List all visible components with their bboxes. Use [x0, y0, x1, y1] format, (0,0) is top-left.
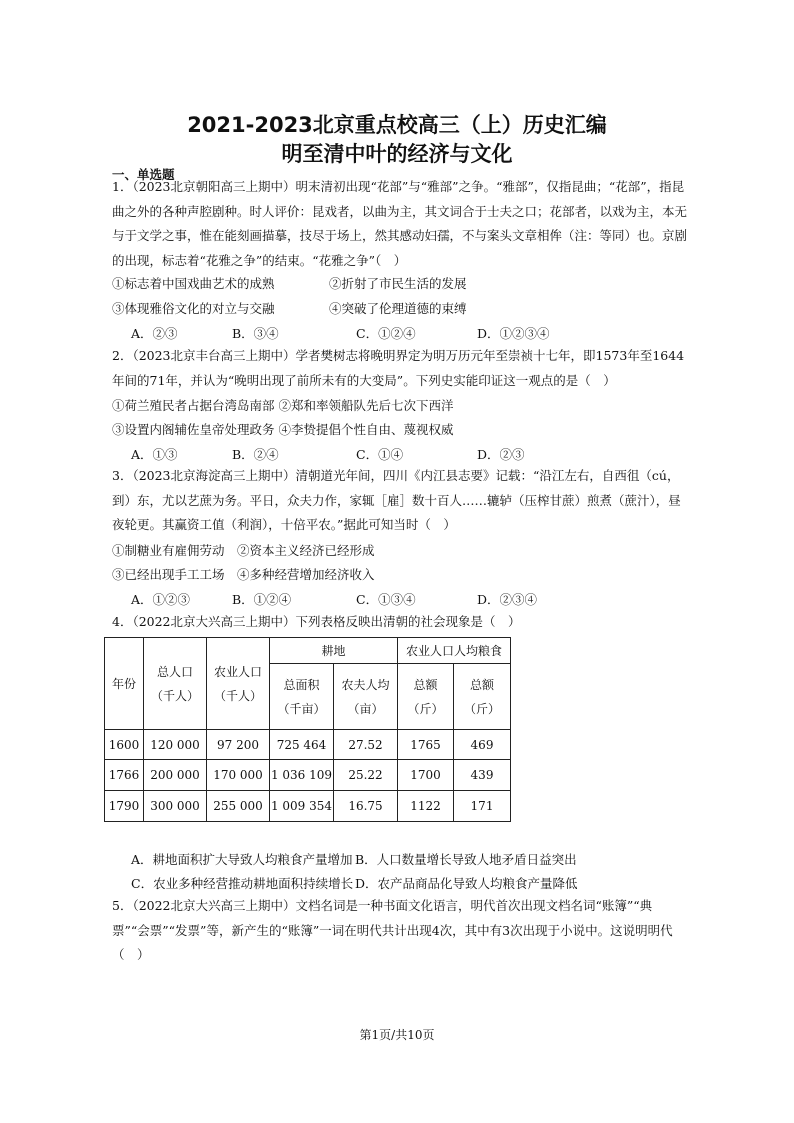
question-2-items-row-2: ③设置内阁辅佐皇帝处理政务 ④李贽提倡个性自由、蔑视权威: [112, 422, 454, 437]
question-2-text: 2．（2023北京丰台高三上期中）学者樊树志将晚明界定为明万历元年至崇祯十七年，即1573年至1644年间的71年，并认为“晚明出现了前所未有的大变局”。下列史实能印证这一观点的是（ ）: [112, 348, 685, 388]
table-cell: 725 464: [270, 730, 334, 760]
question-1-option-a: A．②③: [131, 326, 178, 341]
question-5-text: 5．（2022北京大兴高三上期中）文档名词是一种书面文化语言，明代首次出现文档名词“账簿”“典票”“会票”“发票”等，新产生的“账簿”一词在明代共计出现4次，其中有3次出现于小说中。这说明明代（ ）: [112, 898, 673, 962]
question-4-text: 4．（2022北京大兴高三上期中）下列表格反映出清朝的社会现象是（ ）: [112, 614, 521, 629]
table-cell: 1 036 109: [270, 760, 334, 791]
table-cell: 25.22: [334, 760, 398, 791]
title-line-2: 明至清中叶的经济与文化: [281, 142, 513, 166]
header-grain-per: 总额 （斤）: [454, 664, 511, 730]
table-cell: 1766: [105, 760, 144, 791]
table-cell: 97 200: [207, 730, 270, 760]
question-1-option-b: B．③④: [232, 326, 279, 341]
table-cell: 200 000: [144, 760, 207, 791]
table-cell: 27.52: [334, 730, 398, 760]
question-4-option-d: D．农产品商品化导致人均粮食产量降低: [355, 876, 578, 891]
question-3-items-row-2: ③已经出现手工工场 ④多种经营增加经济收入: [112, 567, 375, 582]
question-1-option-c: C．①②④: [356, 326, 416, 341]
table-cell: 171: [454, 791, 511, 822]
table-cell: 300 000: [144, 791, 207, 822]
question-3-option-a: A．①②③: [131, 592, 191, 607]
table-row: [105, 791, 511, 822]
question-1-item-3: ③体现雅俗文化的对立与交融: [112, 301, 275, 316]
table-cell: 1765: [398, 730, 454, 760]
table-row: [105, 730, 511, 760]
question-2-items-row-1: ①荷兰殖民者占据台湾岛南部 ②郑和率领船队先后七次下西洋: [112, 398, 454, 413]
question-2-option-a: A．①③: [131, 447, 178, 462]
table-cell: 1700: [398, 760, 454, 791]
table-cell: 120 000: [144, 730, 207, 760]
table-cell: 469: [454, 730, 511, 760]
question-4-option-b: B．人口数量增长导致人地矛盾日益突出: [355, 852, 577, 867]
question-1-item-1: ①标志着中国戏曲艺术的成熟: [112, 276, 275, 291]
question-3-option-d: D．②③④: [477, 592, 538, 607]
header-land-total-area: 总面积 （千亩）: [270, 664, 334, 730]
table-cell: 170 000: [207, 760, 270, 791]
question-3-items-row-1: ①制糖业有雇佣劳动 ②资本主义经济已经形成: [112, 543, 375, 558]
question-4-option-c: C．农业多种经营推动耕地面积持续增长: [131, 876, 354, 891]
title-line-1: 2021-2023北京重点校高三（上）历史汇编: [187, 113, 607, 137]
page-footer: 第1页/共10页: [359, 1028, 435, 1042]
table-cell: 1790: [105, 791, 144, 822]
header-land-per-farmer: 农夫人均 （亩）: [334, 664, 398, 730]
header-grain-per-capita: 农业人口人均粮食: [398, 638, 511, 664]
question-3-option-b: B．①②④: [232, 592, 292, 607]
question-2-option-b: B．②④: [232, 447, 279, 462]
header-farmland: 耕地: [270, 638, 398, 664]
table-cell: 1600: [105, 730, 144, 760]
question-1-item-2: ②折射了市民生活的发展: [329, 276, 467, 291]
table-cell: 1122: [398, 791, 454, 822]
header-year: 年份: [105, 638, 144, 730]
table-cell: 16.75: [334, 791, 398, 822]
question-2-option-d: D．②③: [477, 447, 525, 462]
table-cell: 439: [454, 760, 511, 791]
question-3-option-c: C．①③④: [356, 592, 416, 607]
question-2-option-c: C．①④: [356, 447, 404, 462]
question-1-item-4: ④突破了伦理道德的束缚: [329, 301, 467, 316]
header-total-population: 总人口 （千人）: [144, 638, 207, 730]
question-4-option-a: A．耕地面积扩大导致人均粮食产量增加: [131, 852, 353, 867]
header-agricultural-population: 农业人口 （千人）: [207, 638, 270, 730]
header-grain-total: 总额 （斤）: [398, 664, 454, 730]
question-3-text: 3．（2023北京海淀高三上期中）清朝道光年间，四川《内江县志要》记载：“沿江左右，自西徂（cú，到）东，尤以艺蔗为务。平日，众夫力作，家辄［雇］数十百人……辘轳（压榨甘蔗）煎煮（蔗汁），昼夜轮更。其赢资工值（利润），十倍平农。”据此可知当时（ ）: [112, 468, 681, 532]
table-cell: 1 009 354: [270, 791, 334, 822]
section-heading: 一、单选题: [112, 167, 175, 182]
question-1-option-d: D．①②③④: [477, 326, 550, 341]
table-cell: 255 000: [207, 791, 270, 822]
population-land-table: [104, 637, 511, 822]
table-row: [105, 760, 511, 791]
question-1-text: 1．（2023北京朝阳高三上期中）明末清初出现“花部”与“雅部”之争。“雅部”，仅指昆曲；“花部”，指昆曲之外的各种声腔剧种。时人评价：昆戏者，以曲为主，其文词合于士夫之口；花部者，以戏为主，本无与于文学之事，惟在能刻画描摹，技尽于场上，然其感动妇孺，不与案头文章相侔（注：等同）也。京剧的出现，标志着“花雅之争”的结束。“花雅之争”（ ）: [112, 179, 688, 268]
